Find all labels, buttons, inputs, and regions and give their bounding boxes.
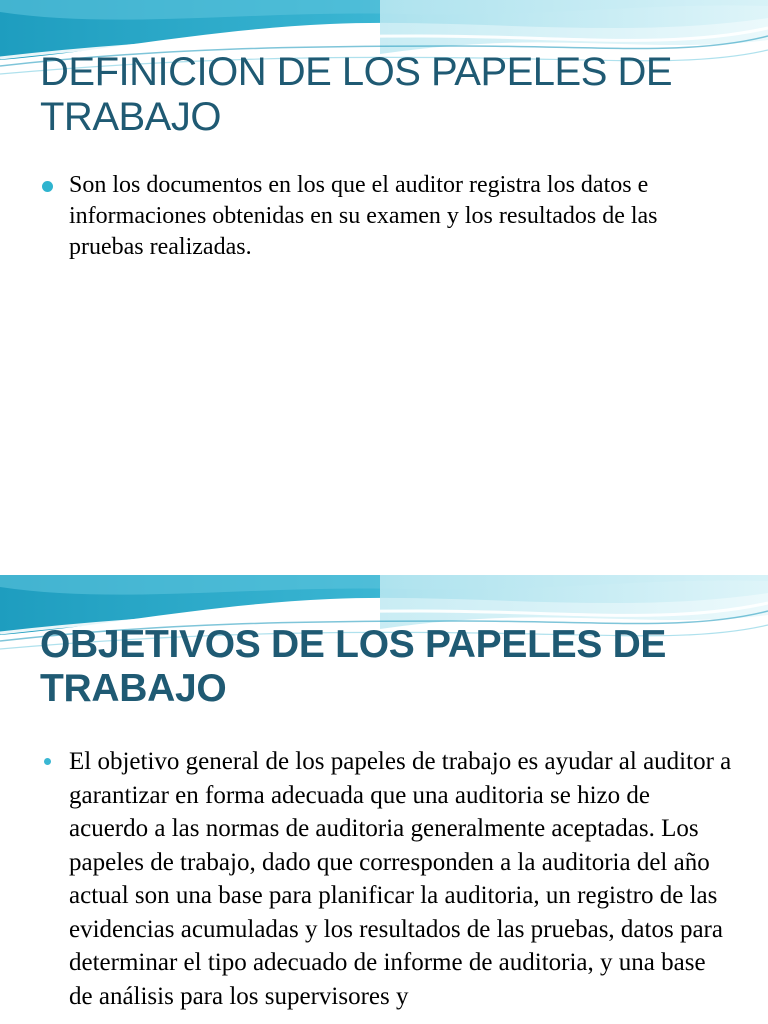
bullet-list <box>42 745 732 1013</box>
bullet-list <box>42 170 732 263</box>
list-item <box>42 745 732 1013</box>
bullet-text: El objetivo general de los papeles de trabajo es ayudar al auditor a garantizar en forma adecuada que una auditoria se hizo de acuerdo a las normas de auditoria generalmente aceptadas. Los papeles de trabajo, dado que corresponden a la auditoria del año actual son una base para planificar la auditoria, un registro de las evidencias acumuladas y los resultados de las pruebas, datos para determinar el tipo adecuado de informe de auditoria, y una base de análisis para los supervisores y <box>69 748 732 1010</box>
list-item <box>42 170 732 263</box>
bullet-icon <box>42 181 53 192</box>
slide-title: OBJETIVOS DE LOS PAPELES DE TRABAJO <box>40 623 667 710</box>
slide-objetivos <box>0 575 768 1024</box>
bullet-icon <box>44 758 51 765</box>
bullet-text: Son los documentos en los que el auditor registra los datos e informaciones obtenidas en su examen y los resultados de las pruebas realizadas. <box>69 172 658 260</box>
slide-title: DEFINICION DE LOS PAPELES DE TRABAJO <box>40 50 673 139</box>
